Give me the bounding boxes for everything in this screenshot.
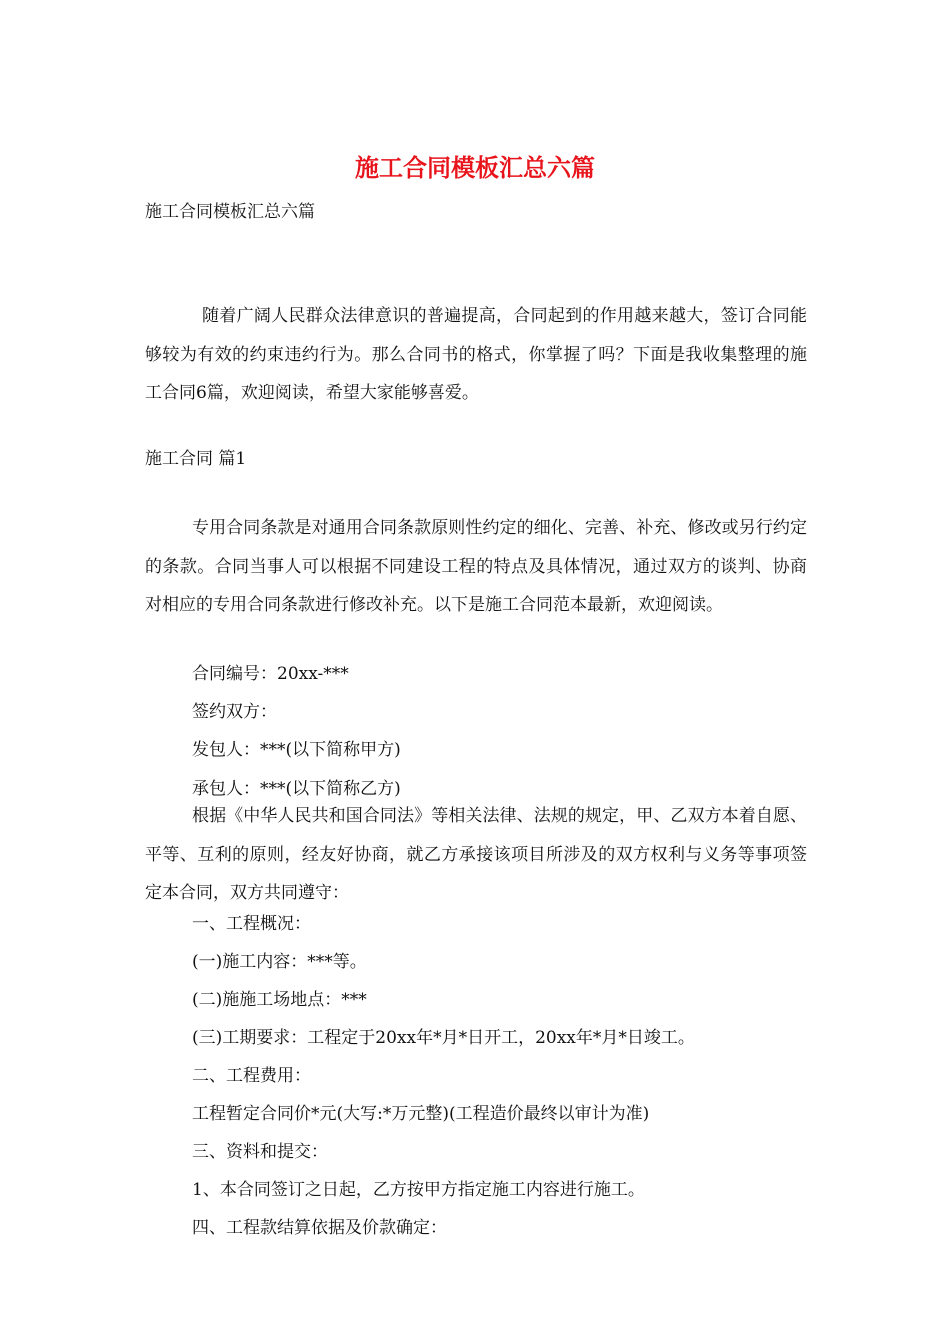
- section-3-heading: 三、资料和提交：: [192, 1142, 328, 1162]
- parties-label: 签约双方：: [192, 702, 277, 722]
- section-heading-1: 施工合同 篇1: [145, 449, 247, 469]
- paragraph-1: 专用合同条款是对通用合同条款原则性约定的细化、完善、补充、修改或另行约定的条款。合同当事人可以根据不同建设工程的特点及具体情况，通过双方的谈判、协商对相应的专用合同条款进行修改补充。以下是施工合同范本最新，欢迎阅读。: [145, 518, 807, 615]
- section-1-heading: 一、工程概况：: [192, 914, 311, 934]
- intro-paragraph: 随着广阔人民群众法律意识的普遍提高，合同起到的作用越来越大，签订合同能够较为有效的约束违约行为。那么合同书的格式，你掌握了吗？下面是我收集整理的施工合同6篇，欢迎阅读，希望大家能够喜爱。: [145, 306, 807, 403]
- contract-number: 合同编号：20xx-***: [192, 664, 349, 684]
- section-1-item-1: (一)施工内容：***等。: [192, 952, 367, 972]
- section-1-item-3: (三)工期要求：工程定于20xx年*月*日开工，20xx年*月*日竣工。: [192, 1028, 695, 1048]
- contractor-line: 承包人：***(以下简称乙方): [192, 779, 401, 799]
- section-4-heading: 四、工程款结算依据及价款确定：: [192, 1218, 447, 1238]
- employer-line: 发包人：***(以下简称甲方): [192, 740, 401, 760]
- section-2-heading: 二、工程费用：: [192, 1066, 311, 1086]
- section-1-item-2: (二)施施工场地点：***: [192, 990, 367, 1010]
- document-title: 施工合同模板汇总六篇: [355, 153, 595, 182]
- document-subtitle: 施工合同模板汇总六篇: [145, 202, 315, 222]
- paragraph-2: 根据《中华人民共和国合同法》等相关法律、法规的规定，甲、乙双方本着自愿、平等、互利的原则，经友好协商，就乙方承接该项目所涉及的双方权利与义务等事项签定本合同，双方共同遵守：: [145, 806, 807, 903]
- section-3-item-1: 1、本合同签订之日起，乙方按甲方指定施工内容进行施工。: [192, 1180, 645, 1200]
- section-2-item-1: 工程暂定合同价*元(大写:*万元整)(工程造价最终以审计为准): [192, 1104, 650, 1124]
